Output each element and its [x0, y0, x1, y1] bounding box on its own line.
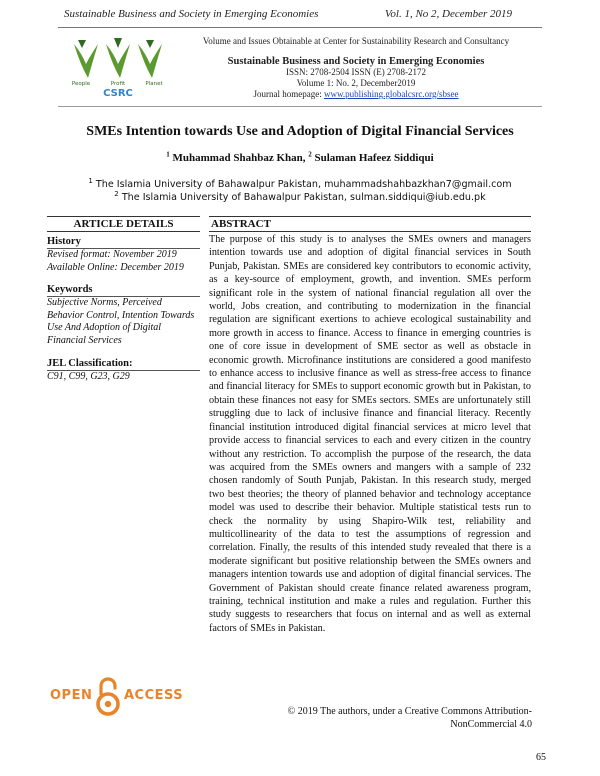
open-access-right-text: ACCESS: [124, 688, 184, 703]
open-access-logo: [50, 676, 184, 716]
running-header: [64, 8, 512, 20]
header-rule: [58, 27, 542, 28]
open-access-left-text: OPEN: [50, 688, 93, 703]
leaf-people-icon: [74, 40, 98, 78]
article-details-heading: ARTICLE DETAILS: [47, 216, 200, 232]
keywords-text: Subjective Norms, Perceived Behavior Control, Intention Towards Use And Adoption of Digital Financial Services: [47, 297, 195, 346]
license-line-1: © 2019 The authors, under a Creative Commons Attribution-: [287, 706, 532, 717]
affiliation-1-text: The Islamia University of Bahawalpur Pakistan, muhammadshahbazkhan7@gmail.com: [95, 179, 512, 190]
journal-masthead: [188, 36, 524, 100]
jel-section: [47, 357, 200, 384]
author-2-marker: 2: [308, 150, 312, 159]
homepage-label: Journal homepage:: [253, 89, 324, 99]
history-section: [47, 235, 200, 274]
page-number: 65: [536, 752, 546, 763]
logo-brand-text: CSRC: [103, 88, 133, 98]
csrc-logo: [66, 34, 178, 98]
masthead-journal-name: Sustainable Business and Society in Emerging Economies: [227, 56, 485, 67]
history-revised: Revised format: November 2019: [47, 249, 177, 260]
leaf-planet-icon: [138, 40, 162, 78]
running-header-issue: Vol. 1, No 2, December 2019: [384, 8, 512, 20]
author-1-marker: 1: [166, 150, 170, 159]
affiliation-1-marker: 1: [88, 176, 93, 185]
masthead-issn: ISSN: 2708-2504 ISSN (E) 2708-2172: [285, 67, 426, 77]
jel-text: C91, C99, G23, G29: [47, 370, 130, 382]
affiliation-2: [40, 191, 560, 204]
masthead-homepage: [188, 89, 524, 100]
jel-title: JEL Classification:: [47, 357, 200, 371]
csrc-logo-graphic: [66, 34, 178, 98]
author-1-name: Muhammad Shahbaz Khan,: [172, 152, 306, 164]
homepage-link[interactable]: www.publishing.globalcsrc.org/sbsee: [324, 89, 459, 99]
masthead-rule: [58, 106, 542, 107]
license-line-2: NonCommercial 4.0: [450, 718, 532, 730]
affiliations: [40, 178, 560, 204]
author-list: [40, 152, 560, 164]
license-note: [270, 706, 532, 731]
paper-title: SMEs Intention towards Use and Adoption of Digital Financial Services: [86, 124, 514, 139]
abstract-column: [209, 216, 531, 635]
abstract-heading: ABSTRACT: [209, 216, 531, 232]
masthead-volume: Volume 1: No. 2, December2019: [296, 78, 416, 88]
leaf-profit-icon: [106, 38, 130, 78]
leaf-label-profit: Profit: [110, 81, 126, 87]
abstract-text: The purpose of this study is to analyses the SMEs owners and managers intention towards use and adoption of digital financial services in South Punjab, Pakistan. SMEs are considered key contributors to economic activity, as a key-source of employment, growth, and invention. SMEs perform significant role in the system of national financial regulation all over the world, Jobs creation, and contributing to modernization in the financial regulation are significant exertions to achieve ecological sustainability and more growth in access to finance. Access to finance in emerging countries is one of core issue in development of SME sector as well as obstacle in economic growth. Microfinance institutions are considered a good manifesto to enhance access to inclusive finance as well as stress-free access to finance and financial literacy for SMEs to support economic growth but in Pakistan, to obtain these finances not easy for SMEs sectors. SMEs are unfortunately still struggling due to lack of inclusive finance and financial literacy. Recently financial institution introduced digital financial services at micro level that provide access to financial services to each and every citizen in the country without any restriction. To accomplish the purpose of the research, the data was acquired from the SMEs owners and mangers with a sample of 232 chosen randomly of South Punjab, Pakistan. In this research study, merged two best theories; the theory of planned behavior and technology acceptance model was used to describe their behavior. Multiple statistical tests run to check the normality by using Shapiro-Wilk test, reliability and multicollinearity of the data to test the assumptions of regression and correlation. Finally, the results of this intended study revealed that there is a moderate significant but positive relationship between the SMEs owners and managers intention towards use and adoption of digital financial services. The Government of Pakistan should create finance related awareness program, training, technical institution and make a rules and regulation. Further this study suggests to researchers that focus on internal and as well as external factors of SMEs in Pakistan.: [209, 234, 531, 634]
affiliation-2-text: The Islamia University of Bahawalpur Pakistan, sulman.siddiqui@iub.edu.pk: [121, 192, 486, 203]
history-online: Available Online: December 2019: [47, 261, 184, 273]
leaf-label-planet: Planet: [145, 81, 163, 87]
author-2-name: Sulaman Hafeez Siddiqui: [314, 152, 434, 164]
open-lock-icon: [94, 676, 122, 716]
keywords-section: [47, 283, 200, 347]
keywords-title: Keywords: [47, 283, 200, 297]
history-title: History: [47, 235, 200, 249]
article-details-column: [47, 216, 200, 383]
affiliation-2-marker: 2: [114, 189, 119, 198]
leaf-label-people: People: [71, 81, 91, 87]
running-header-journal: Sustainable Business and Society in Emerging Economies: [64, 8, 319, 20]
masthead-obtainable: Volume and Issues Obtainable at Center for Sustainability Research and Consultancy: [202, 36, 510, 46]
